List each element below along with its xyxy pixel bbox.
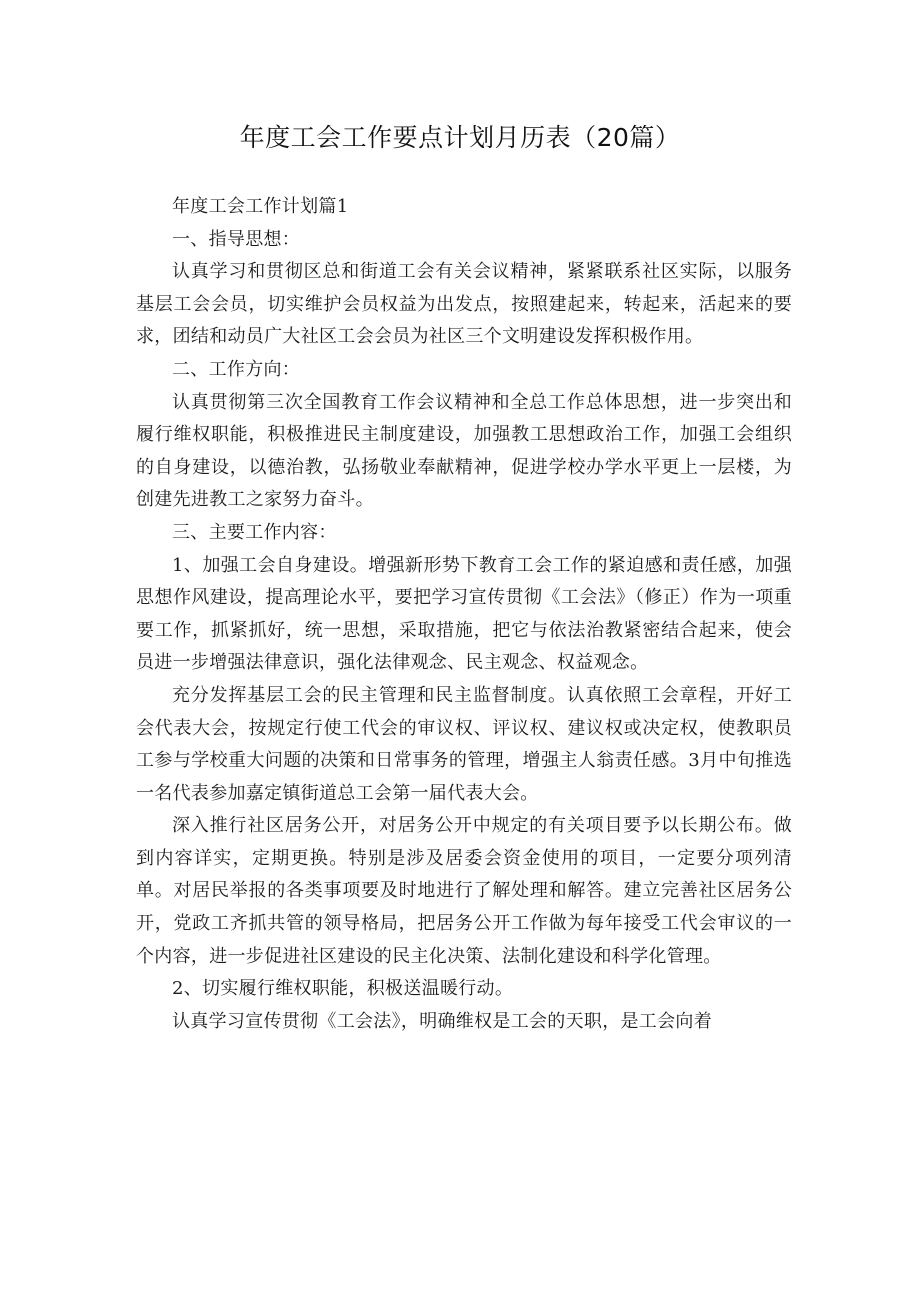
- paragraph: 认真学习宣传贯彻《工会法》，明确维权是工会的天职，是工会向着: [172, 1010, 712, 1032]
- subheading-work-direction: 二、工作方向：: [172, 358, 301, 380]
- document-body: [136, 191, 792, 1038]
- document-title: 年度工会工作要点计划月历表（20篇）: [239, 123, 681, 152]
- paragraph: 认真学习和贯彻区总和街道工会有关会议精神，紧紧联系社区实际，以服务基层工会会员，切实维护会员权益为出发点，按照建起来，转起来，活起来的要求，团结和动员广大社区工会会员为社区三个文明建设发挥积极作用。: [136, 261, 792, 348]
- paragraph: 1、加强工会自身建设。增强新形势下教育工会工作的紧迫感和责任感，加强思想作风建设，提高理论水平，要把学习宣传贯彻《工会法》（修正）作为一项重要工作，抓紧抓好，统一思想，采取措施，把它与依法治教紧密结合起来，使会员进一步增强法律意识，强化法律观念、民主观念、权益观念。: [136, 554, 792, 674]
- subheading-main-content: 三、主要工作内容：: [172, 521, 337, 543]
- paragraph: 2、切实履行维权职能，积极送温暖行动。: [172, 978, 514, 1000]
- section-heading: 年度工会工作计划篇1: [172, 196, 349, 217]
- subheading-guiding-ideology: 一、指导思想：: [172, 228, 301, 250]
- paragraph: 充分发挥基层工会的民主管理和民主监督制度。认真依照工会章程，开好工会代表大会，按规定行使工代会的审议权、评议权、建议权或决定权，使教职员工参与学校重大问题的决策和日常事务的管理，增强主人翁责任感。3月中旬推选一名代表参加嘉定镇街道总工会第一届代表大会。: [136, 684, 792, 804]
- paragraph: 深入推行社区居务公开，对居务公开中规定的有关项目要予以长期公布。做到内容详实，定期更换。特别是涉及居委会资金使用的项目，一定要分项列清单。对居民举报的各类事项要及时地进行了解处理和解答。建立完善社区居务公开，党政工齐抓共管的领导格局，把居务公开工作做为每年接受工代会审议的一个内容，进一步促进社区建设的民主化决策、法制化建设和科学化管理。: [136, 815, 792, 967]
- paragraph: 认真贯彻第三次全国教育工作会议精神和全总工作总体思想，进一步突出和履行维权职能，积极推进民主制度建设，加强教工思想政治工作，加强工会组织的自身建设，以德治教，弘扬敬业奉献精神，促进学校办学水平更上一层楼，为创建先进教工之家努力奋斗。: [136, 391, 792, 511]
